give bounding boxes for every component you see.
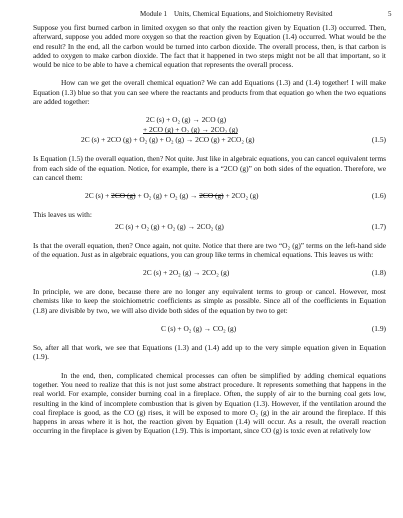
- paragraph-8: In the end, then, complicated chemical processes can often be simplified by adding chemical equations together. You need to realize that this is not just some abstract procedure. It represents something that happens in the real world. For example, consider burning coal in a fireplace. Often, the supply of air to the burning coal gets low, resulting in the kind of incomplete combustion that is given by Equation (1.3). However, if the ventilation around the coal fireplace is good, as the CO (g) rises, it will be exposed to more O₂ (g) in the air around the fireplace. If this happens in areas where it is hot, the reaction given by Equation (1.4) will occur. As a result, the overall reaction occurring in the fireplace is given by Equation (1.9). This is important, since CO (g) is toxic even at relatively low: [33, 370, 386, 436]
- paragraph-4: This leaves us with:: [33, 210, 92, 220]
- cancelled-term-left: 2CO (g): [111, 191, 136, 201]
- paragraph-7: So, after all that work, we see that Equations (1.3) and (1.4) add up to the very simple equation given in Equation (1.9).: [33, 343, 386, 362]
- page-number: 5: [388, 10, 392, 18]
- equation-line-2: + 2CO (g) + O₂ (g) → 2CO₂ (g): [143, 125, 238, 135]
- cancelled-term-right: 2CO (g): [199, 191, 224, 201]
- equation-line-3: 2C (s) + 2CO (g) + O₂ (g) + O₂ (g) → 2CO (g) + 2CO₂ (g): [81, 135, 255, 145]
- equation-line-1: 2C (s) + O₂ (g) → 2CO (g): [146, 115, 227, 125]
- equation-term: + 2CO₂ (g): [225, 191, 259, 201]
- page-body: [33, 23, 386, 445]
- equation-number: (1.5): [371, 135, 386, 145]
- paragraph-1: Suppose you first burned carbon in limited oxygen so that only the reaction given by Equation (1.3) occurred. Then, afterward, suppose you added more oxygen so that the reaction given by Equation (1.4) occurred. What would be the end result? In the end, all the carbon would be turned into carbon dioxide. The overall process, then, is that carbon is added to oxygen to make carbon dioxide. The fact that it happened in two steps might not be all that important, so it would be nice to be able to have a chemical equation that represents the overall process.: [33, 23, 386, 70]
- equation-term: 2C (s) +: [85, 191, 110, 201]
- equation-term: + O₂ (g) + O₂ (g) →: [137, 191, 198, 201]
- equation-text: 2C (s) + 2O₂ (g) → 2CO₂ (g): [143, 268, 230, 278]
- equation-text: 2C (s) + O₂ (g) + O₂ (g) → 2CO₂ (g): [115, 221, 224, 231]
- equation-block-1-5: [33, 115, 386, 145]
- equation-number: (1.7): [371, 221, 386, 231]
- module-label: Module 1: [140, 10, 168, 18]
- paragraph-3: Is Equation (1.5) the overall equation, then? Not quite. Just like in algebraic equations, you can cancel equivalent terms from each side of the equation. Notice, for example, there is a “2CO (g)” on both sides of the equation. Therefore, we can cancel them:: [33, 154, 386, 182]
- equation-number: (1.8): [371, 268, 386, 278]
- equation-text: C (s) + O₂ (g) → CO₂ (g): [161, 324, 237, 334]
- equation-1-9: [33, 324, 386, 334]
- paragraph-6: In principle, we are done, because there are no longer any equivalent terms to group or cancel. However, most chemists like to keep the stoichiometric coefficients as simple as possible. Since all of the coefficients in Equation (1.8) are divisible by two, we will also divide both sides of the equation by two to get:: [33, 287, 386, 315]
- equation-number: (1.9): [371, 324, 386, 334]
- equation-1-7: [33, 222, 386, 232]
- chapter-title: Units, Chemical Equations, and Stoichiometry Revisited: [174, 10, 333, 18]
- paragraph-5: Is that the overall equation, then? Once again, not quite. Notice that there are two “O₂ (g)” terms on the left-hand side of the equation. Just as in algebraic equations, you can group like terms in chemical equations. This leaves us with:: [33, 240, 386, 259]
- equation-1-6: [33, 191, 386, 201]
- equation-number: (1.6): [371, 191, 386, 201]
- paragraph-2: How can we get the overall chemical equation? We can add Equations (1.3) and (1.4) together! I will make Equation (1.3) blue so that you can see where the reactants and products from that equation go when the two equations are added together:: [33, 78, 386, 107]
- equation-1-8: [33, 268, 386, 278]
